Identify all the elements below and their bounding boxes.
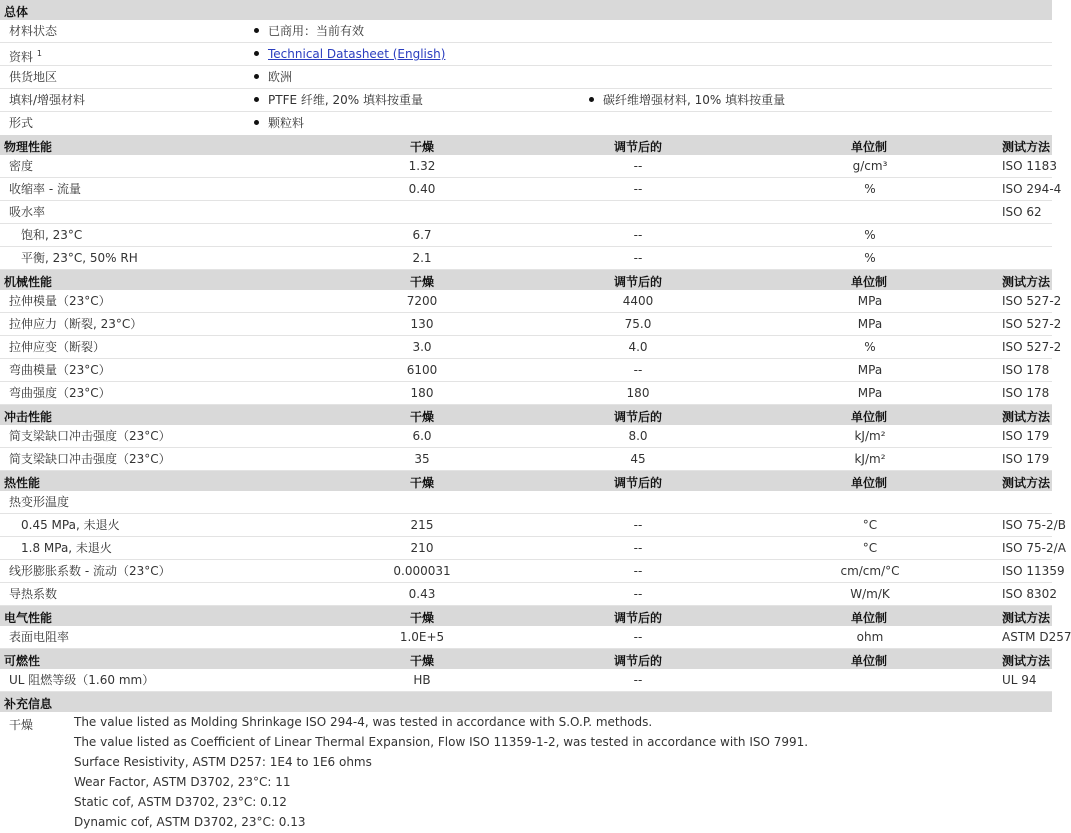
property-label: 0.45 MPa, 未退火 [21, 518, 120, 532]
column-header-conditioned: 调节后的 [613, 654, 663, 668]
bullet-dot-icon [254, 51, 259, 56]
column-header-test: 测试方法 [1002, 140, 1051, 154]
property-label: 拉伸应力（断裂, 23°C） [9, 317, 143, 331]
property-label: 吸水率 [9, 205, 46, 219]
value-unit: kJ/m² [854, 452, 886, 466]
value-dry: 3.0 [412, 340, 432, 354]
property-row [0, 382, 1052, 405]
general-row-filler [0, 89, 1052, 112]
column-header-unit: 单位制 [850, 611, 888, 625]
column-header-conditioned: 调节后的 [613, 275, 663, 289]
section-title: 可燃性 [4, 654, 41, 668]
column-header-dry: 干燥 [409, 275, 435, 289]
property-row [0, 583, 1057, 606]
value-conditioned: -- [633, 587, 643, 601]
general-label: 供货地区 [9, 70, 58, 84]
section-title: 物理性能 [4, 140, 53, 154]
value-test-method: ISO 178 [1002, 363, 1050, 377]
property-row [0, 448, 1052, 471]
value-conditioned: -- [633, 251, 643, 265]
bullet-dot-icon [254, 28, 259, 33]
column-header-unit: 单位制 [850, 140, 888, 154]
supplement-note: Dynamic cof, ASTM D3702, 23°C: 0.13 [74, 815, 306, 829]
value-conditioned: -- [633, 564, 643, 578]
property-label: UL 阻燃等级（1.60 mm） [9, 673, 155, 687]
footnote-marker: 1 [36, 49, 42, 58]
section-title: 冲击性能 [4, 410, 53, 424]
value-conditioned: -- [633, 673, 643, 687]
value-dry: 0.000031 [393, 564, 451, 578]
general-label: 填料/增强材料 [9, 93, 86, 107]
value-test-method: ISO 75-2/B [1002, 518, 1066, 532]
general-row-status [0, 20, 1052, 43]
column-header-conditioned: 调节后的 [613, 410, 663, 424]
bullet-dot-icon [254, 74, 259, 79]
section-header [0, 270, 1052, 290]
general-value: 碳纤维增强材料, 10% 填料按重量 [589, 89, 785, 111]
general-label: 形式 [9, 116, 34, 130]
column-header-dry: 干燥 [409, 140, 435, 154]
value-test-method: ASTM D257 [1002, 630, 1071, 644]
value-test-method: ISO 75-2/A [1002, 541, 1066, 555]
section-header [0, 135, 1052, 155]
supplement-note: The value listed as Coefficient of Linear Thermal Expansion, Flow ISO 11359-1-2, was tested in accordance with ISO 7991. [74, 735, 809, 749]
property-label: 简支梁缺口冲击强度（23°C） [9, 429, 171, 443]
value-conditioned: 8.0 [628, 429, 648, 443]
value-test-method: ISO 1183 [1002, 159, 1057, 173]
general-value: PTFE 纤维, 20% 填料按重量 [254, 89, 423, 111]
general-row-form [0, 112, 1052, 135]
column-header-conditioned: 调节后的 [613, 476, 663, 490]
value-test-method: ISO 11359 [1002, 564, 1065, 578]
datasheet-link[interactable]: Technical Datasheet (English) [268, 47, 446, 61]
value-dry: 6.7 [412, 228, 432, 242]
value-test-method: ISO 62 [1002, 205, 1042, 219]
general-row-region [0, 66, 1052, 89]
value-test-method: ISO 179 [1002, 452, 1050, 466]
value-unit: ohm [856, 630, 884, 644]
value-dry: 130 [410, 317, 434, 331]
property-label: 1.8 MPa, 未退火 [21, 541, 112, 555]
column-header-dry: 干燥 [409, 476, 435, 490]
value-test-method: ISO 294-4 [1002, 182, 1062, 196]
property-row [0, 201, 1052, 224]
supplement-body [0, 712, 1052, 833]
column-header-unit: 单位制 [850, 410, 888, 424]
value-unit: °C [862, 541, 878, 555]
property-label: 表面电阻率 [9, 630, 70, 644]
column-header-conditioned: 调节后的 [613, 611, 663, 625]
property-row [0, 247, 1052, 270]
general-row-docs [0, 43, 1052, 66]
value-dry: 215 [410, 518, 434, 532]
value-dry: 0.40 [408, 182, 436, 196]
value-unit: % [864, 228, 876, 242]
column-header-dry: 干燥 [409, 410, 435, 424]
property-row [0, 560, 1065, 583]
property-label: 拉伸应变（断裂） [9, 340, 106, 354]
property-row [0, 224, 1052, 247]
section-title: 热性能 [4, 476, 41, 490]
property-row [0, 669, 1052, 692]
section-header [0, 405, 1052, 425]
general-title: 总体 [4, 5, 29, 19]
property-row [0, 359, 1052, 382]
value-test-method: ISO 179 [1002, 429, 1050, 443]
supplement-note: Surface Resistivity, ASTM D257: 1E4 to 1E6 ohms [74, 755, 372, 769]
column-header-test: 测试方法 [1002, 410, 1051, 424]
value-unit: MPa [857, 294, 883, 308]
value-test-method: UL 94 [1002, 673, 1037, 687]
value-conditioned: -- [633, 630, 643, 644]
general-label: 材料状态 [9, 24, 58, 38]
property-label: 拉伸模量（23°C） [9, 294, 111, 308]
property-label: 饱和, 23°C [21, 228, 83, 242]
value-dry: 180 [410, 386, 434, 400]
value-dry: 0.43 [408, 587, 436, 601]
value-dry: 2.1 [412, 251, 432, 265]
column-header-test: 测试方法 [1002, 275, 1051, 289]
bullet-dot-icon [254, 120, 259, 125]
value-unit: MPa [857, 317, 883, 331]
property-label: 收缩率 - 流量 [9, 182, 81, 196]
general-value: 颗粒料 [254, 112, 304, 134]
supplement-note: Wear Factor, ASTM D3702, 23°C: 11 [74, 775, 291, 789]
property-label: 平衡, 23°C, 50% RH [21, 251, 138, 265]
bullet-dot-icon [589, 97, 594, 102]
property-row [0, 425, 1052, 448]
supplement-label: 干燥 [9, 718, 34, 732]
value-test-method: ISO 527-2 [1002, 340, 1062, 354]
value-dry: 35 [414, 452, 430, 466]
property-row [0, 514, 1066, 537]
value-conditioned: -- [633, 228, 643, 242]
property-row [0, 313, 1062, 336]
value-dry: HB [413, 673, 431, 687]
value-conditioned: -- [633, 182, 643, 196]
value-conditioned: 75.0 [624, 317, 652, 331]
value-unit: °C [862, 518, 878, 532]
section-header [0, 649, 1052, 669]
property-row [0, 491, 1052, 514]
value-conditioned: 180 [626, 386, 650, 400]
property-label: 弯曲模量（23°C） [9, 363, 111, 377]
value-unit: MPa [857, 386, 883, 400]
property-row [0, 290, 1062, 313]
column-header-unit: 单位制 [850, 654, 888, 668]
bullet-dot-icon [254, 97, 259, 102]
value-dry: 210 [410, 541, 434, 555]
value-conditioned: 45 [630, 452, 646, 466]
value-dry: 1.32 [408, 159, 436, 173]
column-header-test: 测试方法 [1002, 476, 1051, 490]
column-header-dry: 干燥 [409, 654, 435, 668]
value-test-method: ISO 8302 [1002, 587, 1057, 601]
property-label: 热变形温度 [9, 495, 70, 509]
column-header-test: 测试方法 [1002, 611, 1051, 625]
property-row [0, 626, 1071, 649]
property-label: 密度 [9, 159, 34, 173]
supplement-note: The value listed as Molding Shrinkage ISO 294-4, was tested in accordance with S.O.P. methods. [74, 715, 653, 729]
section-header [0, 606, 1052, 626]
column-header-test: 测试方法 [1002, 654, 1051, 668]
value-unit: kJ/m² [854, 429, 886, 443]
column-header-conditioned: 调节后的 [613, 140, 663, 154]
value-conditioned: -- [633, 541, 643, 555]
value-unit: MPa [857, 363, 883, 377]
property-row [0, 155, 1057, 178]
general-label: 资料 $^1$ [9, 49, 42, 64]
property-row [0, 178, 1062, 201]
value-conditioned: 4.0 [628, 340, 648, 354]
value-unit: W/m/K [850, 587, 890, 601]
property-row [0, 336, 1062, 359]
general-value [254, 43, 445, 65]
property-row [0, 537, 1066, 560]
property-label: 弯曲强度（23°C） [9, 386, 111, 400]
column-header-dry: 干燥 [409, 611, 435, 625]
property-label: 导热系数 [9, 587, 58, 601]
value-dry: 6.0 [412, 429, 432, 443]
general-header [0, 0, 1052, 20]
value-unit: cm/cm/°C [840, 564, 900, 578]
value-test-method: ISO 178 [1002, 386, 1050, 400]
supplement-note: Static cof, ASTM D3702, 23°C: 0.12 [74, 795, 287, 809]
column-header-unit: 单位制 [850, 476, 888, 490]
value-dry: 1.0E+5 [399, 630, 445, 644]
value-test-method: ISO 527-2 [1002, 317, 1062, 331]
value-unit: % [864, 251, 876, 265]
section-header [0, 471, 1052, 491]
column-header-unit: 单位制 [850, 275, 888, 289]
value-test-method: ISO 527-2 [1002, 294, 1062, 308]
value-conditioned: -- [633, 518, 643, 532]
value-dry: 6100 [406, 363, 438, 377]
section-title: 电气性能 [4, 611, 53, 625]
value-unit: g/cm³ [852, 159, 888, 173]
value-dry: 7200 [406, 294, 438, 308]
value-conditioned: -- [633, 363, 643, 377]
property-label: 简支梁缺口冲击强度（23°C） [9, 452, 171, 466]
general-value: 已商用：当前有效 [254, 20, 364, 42]
property-label: 线形膨胀系数 - 流动（23°C） [9, 564, 171, 578]
value-unit: % [864, 340, 876, 354]
general-value: 欧洲 [254, 66, 292, 88]
supplement-title: 补充信息 [4, 697, 53, 711]
supplement-header [0, 692, 1052, 712]
value-conditioned: -- [633, 159, 643, 173]
section-title: 机械性能 [4, 275, 53, 289]
value-unit: % [864, 182, 876, 196]
value-conditioned: 4400 [622, 294, 654, 308]
